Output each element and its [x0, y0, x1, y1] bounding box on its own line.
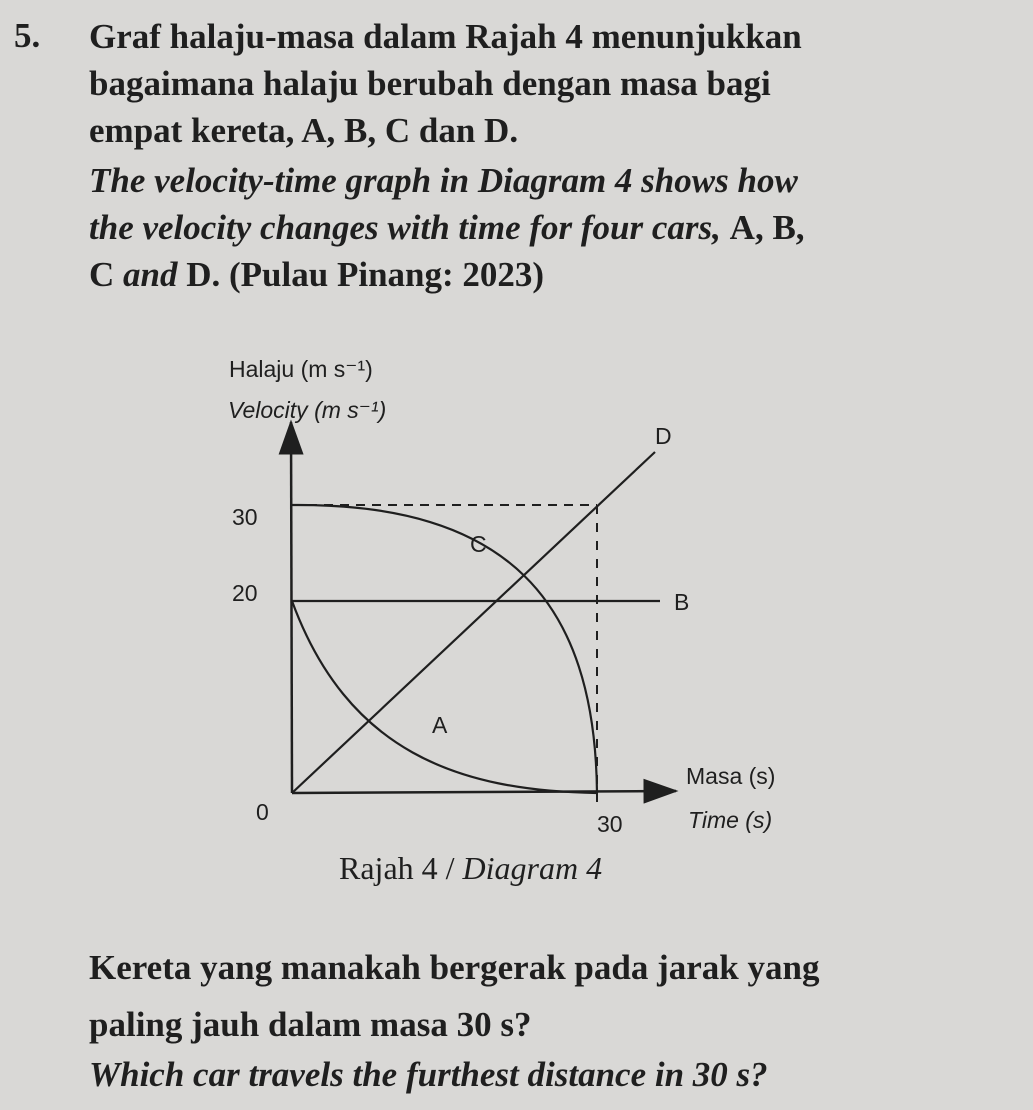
- question-english-line-1: The velocity-time graph in Diagram 4 shows how: [89, 161, 798, 200]
- question-malay-line-1: Graf halaju-masa dalam Rajah 4 menunjukkan: [89, 17, 802, 56]
- x-tick-30: 30: [597, 811, 623, 837]
- figure-caption: [339, 850, 602, 887]
- x-axis-title-malay: Masa (s): [686, 763, 776, 789]
- x-axis: [292, 791, 676, 793]
- caption-malay: Rajah 4 /: [339, 850, 463, 886]
- ask-malay-line-1: Kereta yang manakah bergerak pada jarak yang: [89, 948, 820, 987]
- y-tick-30: 30: [232, 504, 258, 530]
- question-malay-line-3: empat kereta, A, B, C dan D.: [89, 111, 519, 150]
- series-a-line: [292, 601, 597, 793]
- y-axis-title-malay: Halaju (m s⁻¹): [229, 356, 373, 382]
- series-b-label: B: [674, 589, 690, 615]
- english-line-3-source: D. (Pulau Pinang: 2023): [177, 255, 545, 294]
- x-axis-title-english: Time (s): [688, 807, 773, 833]
- series-d-line: [292, 452, 655, 793]
- y-tick-20: 20: [232, 580, 258, 606]
- caption-english: Diagram 4: [462, 850, 603, 886]
- question-number: 5.: [14, 16, 41, 55]
- series-d-label: D: [655, 423, 672, 449]
- series-c-label: C: [470, 531, 487, 557]
- series-a-label: A: [432, 712, 448, 738]
- english-line-3-and: and: [123, 255, 178, 294]
- ask-malay-line-2: paling jauh dalam masa 30 s?: [89, 1005, 532, 1044]
- english-line-2-bold: A, B,: [729, 208, 805, 247]
- question-malay-line-2: bagaimana halaju berubah dengan masa bagi: [89, 64, 771, 103]
- ask-english: Which car travels the furthest distance in 30 s?: [89, 1055, 768, 1094]
- english-line-3-c: C: [89, 255, 124, 294]
- y-axis-title-english: Velocity (m s⁻¹): [228, 397, 387, 423]
- y-axis: [291, 422, 292, 793]
- english-line-2-italic: the velocity changes with time for four cars,: [89, 208, 730, 247]
- origin-label: 0: [256, 799, 269, 825]
